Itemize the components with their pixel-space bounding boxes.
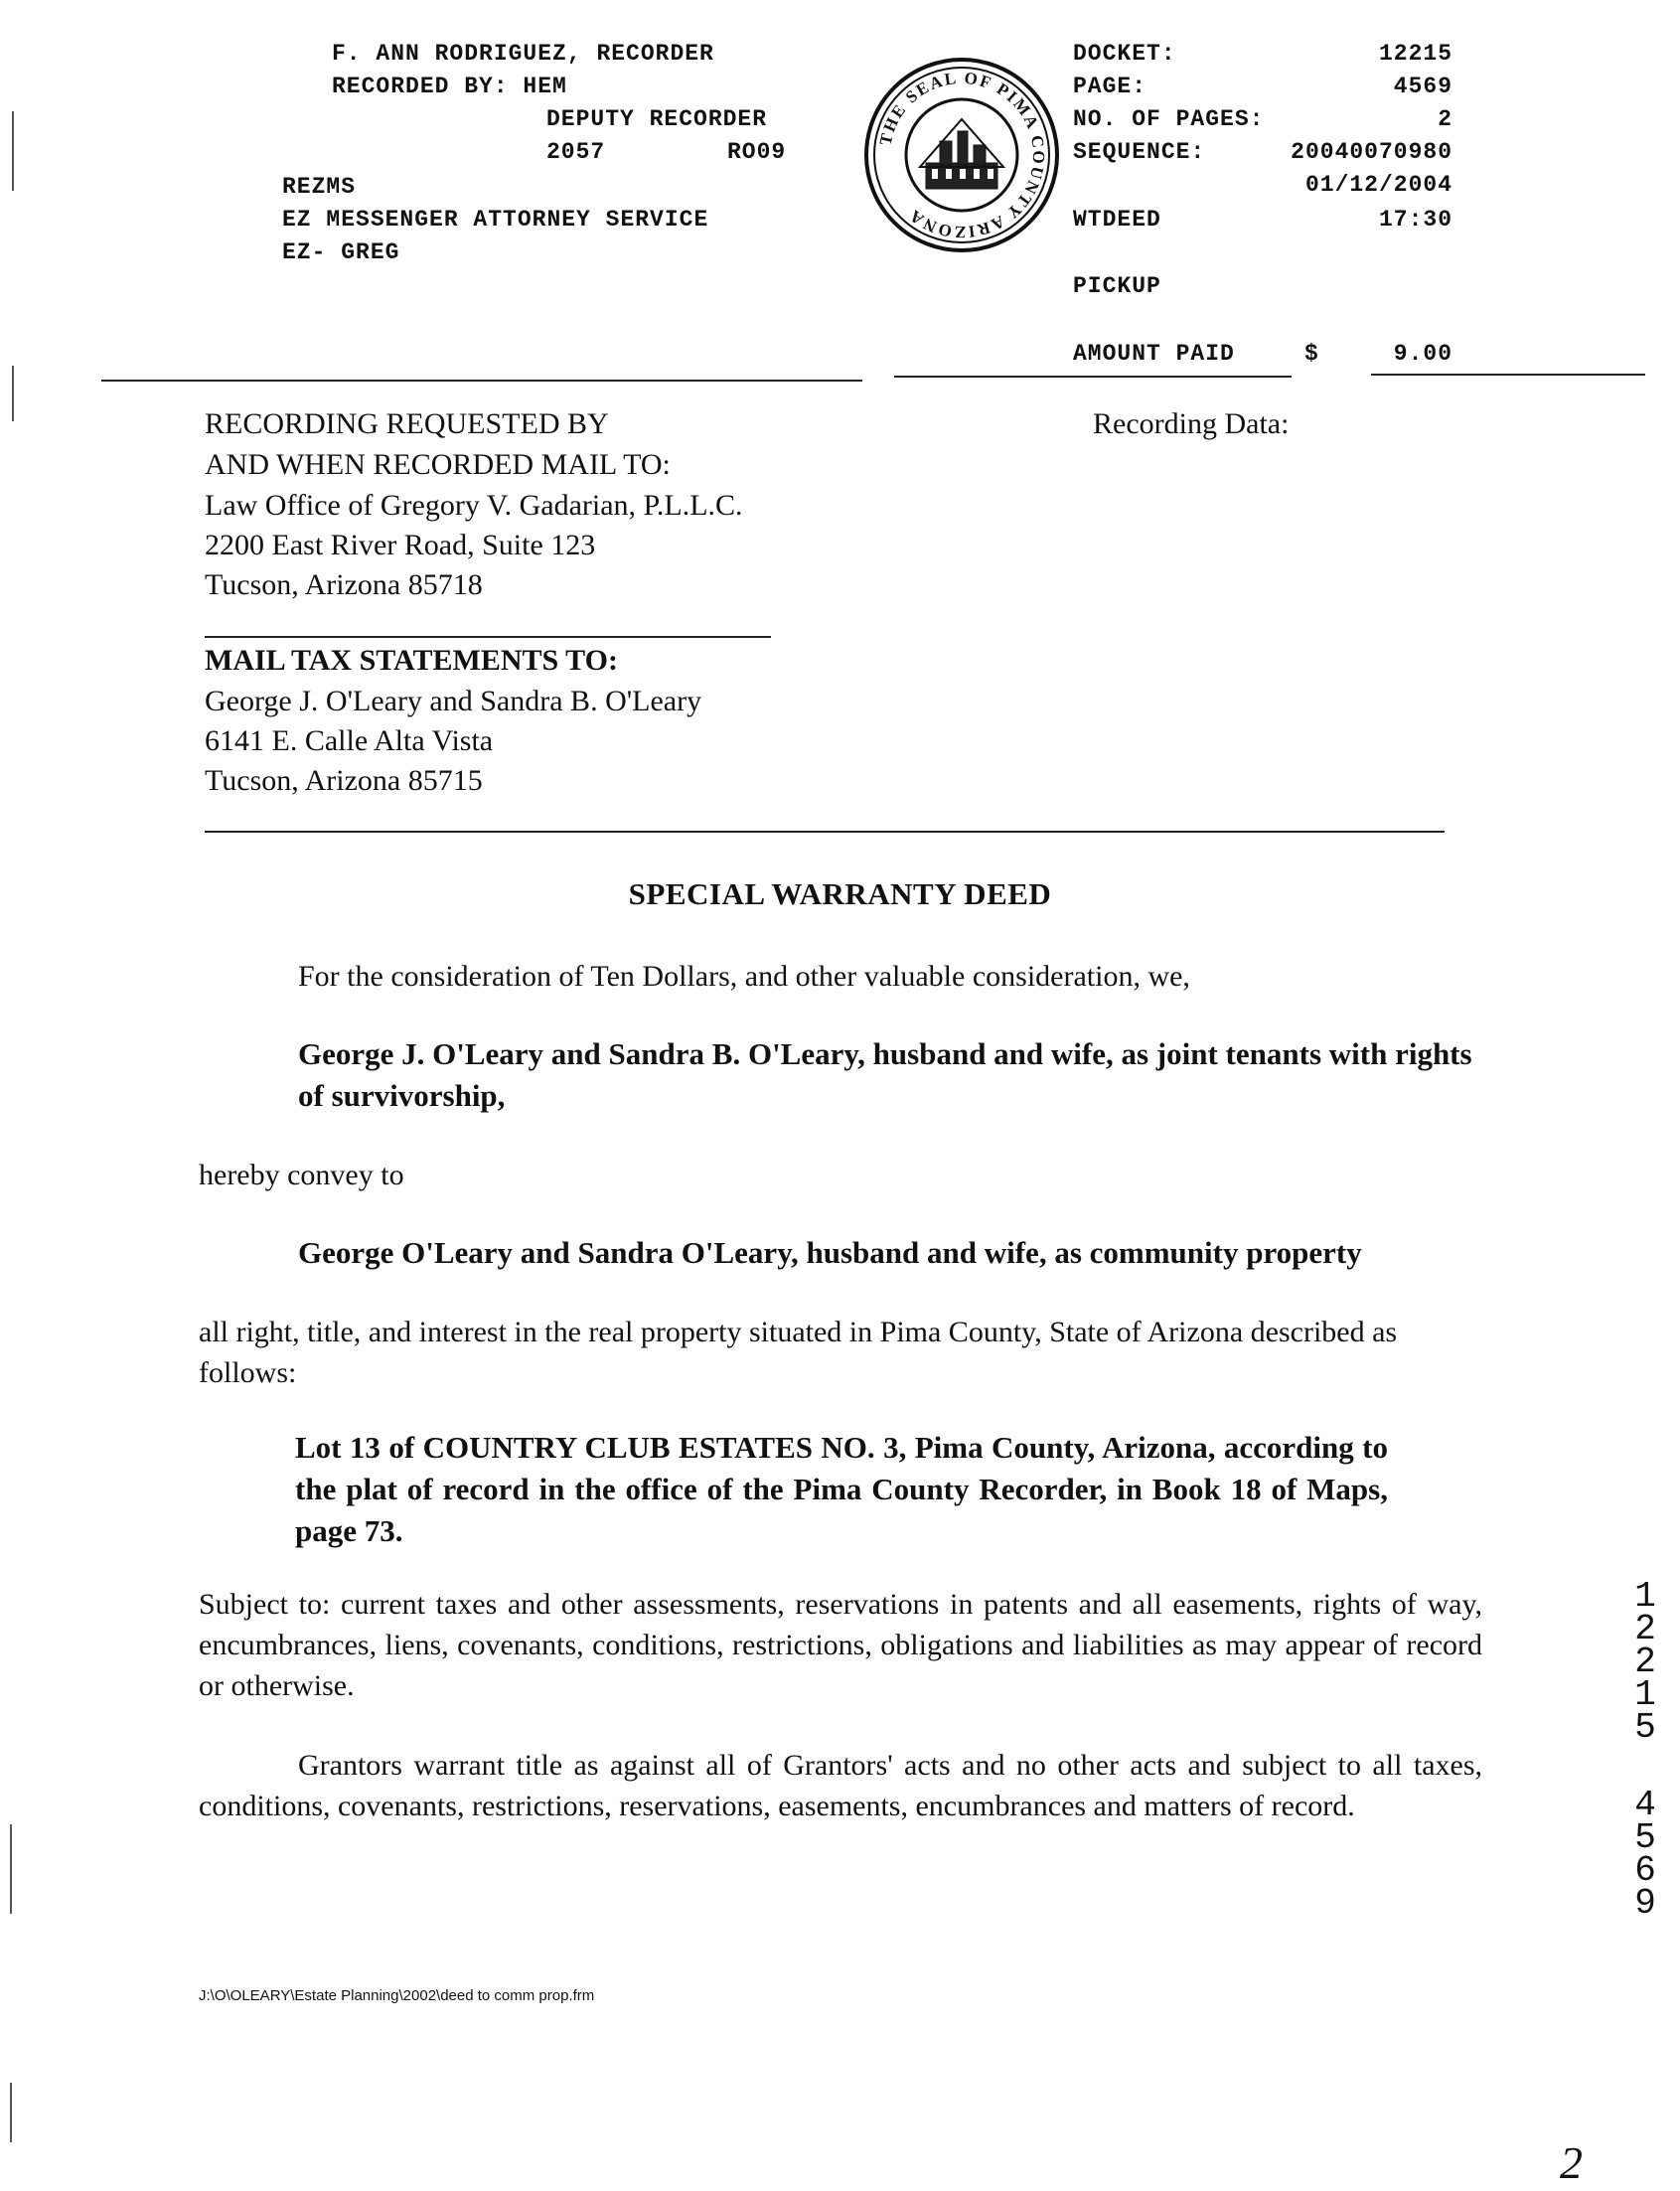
handwritten-page-mark: 2 [1560, 2137, 1583, 2188]
deputy-recorder: DEPUTY RECORDER [546, 106, 768, 132]
tax-owner-names: George J. O'Leary and Sandra B. O'Leary [205, 685, 702, 717]
recording-data-label: Recording Data: [1093, 407, 1290, 440]
header-divider-right [1371, 374, 1645, 376]
page-value: 4569 [1393, 74, 1452, 99]
side-docket-digit: 2 [1634, 1609, 1656, 1649]
messenger-service: EZ MESSENGER ATTORNEY SERVICE [282, 207, 709, 233]
requested-by-line: RECORDING REQUESTED BY [205, 407, 609, 440]
sequence-label: SEQUENCE: [1073, 139, 1206, 165]
recorder-code-c: REZMS [282, 174, 357, 200]
mail-to-line: AND WHEN RECORDED MAIL TO: [205, 448, 671, 481]
record-time: 17:30 [1378, 207, 1452, 233]
law-office-name: Law Office of Gregory V. Gadarian, P.L.L.C. [205, 489, 743, 522]
recorder-code-b: RO09 [727, 139, 787, 165]
pages-label: NO. OF PAGES: [1073, 106, 1265, 132]
tax-block-divider [205, 831, 1445, 833]
header-divider-mid [894, 376, 1292, 378]
page-label: PAGE: [1073, 74, 1147, 99]
grantors-paragraph: George J. O'Leary and Sandra B. O'Leary, husband and wife, as joint tenants with rights of survivorship, [298, 1036, 1472, 1113]
tax-owner-street: 6141 E. Calle Alta Vista [205, 724, 494, 757]
side-docket-digit: 1 [1634, 1576, 1656, 1617]
tax-owner-city: Tucson, Arizona 85715 [205, 764, 483, 797]
docket-value: 12215 [1378, 41, 1452, 67]
return-block-divider [205, 636, 771, 638]
grantees-paragraph: George O'Leary and Sandra O'Leary, husband and wife, as community property [298, 1235, 1362, 1270]
amount-paid-value: 9.00 [1393, 341, 1452, 367]
document-file-path: J:\O\OLEARY\Estate Planning\2002\deed to comm prop.frm [199, 1987, 595, 2004]
side-page-digit: 5 [1634, 1817, 1656, 1858]
scan-edge-mark [12, 111, 14, 191]
amount-paid-label: AMOUNT PAID [1073, 341, 1235, 367]
sequence-value: 20040070980 [1291, 139, 1452, 165]
side-docket-digit: 5 [1634, 1707, 1656, 1748]
property-intro-paragraph: all right, title, and interest in the real property situated in Pima County, State of Arizona described as follows: [199, 1316, 1398, 1389]
law-office-city: Tucson, Arizona 85718 [205, 568, 483, 601]
scan-edge-mark [12, 366, 14, 421]
side-page-digit: 4 [1634, 1785, 1656, 1825]
seal-ring-text: THE SEAL OF PIMA COUNTY ARIZONA [875, 68, 1049, 242]
recorder-code-a: 2057 [546, 139, 606, 165]
convey-line: hereby convey to [199, 1159, 404, 1191]
scan-edge-mark [10, 1824, 12, 1914]
document-type: WTDEED [1073, 207, 1161, 233]
docket-label: DOCKET: [1073, 41, 1176, 67]
subject-to-paragraph: Subject to: current taxes and other assessments, reservations in patents and all easements, rights of way, encumbrances, liens, covenants, conditions, restrictions, obligations and liabilities as may appear of record or otherwise. [199, 1588, 1482, 1702]
recorder-name: F. ANN RODRIGUEZ, RECORDER [332, 41, 714, 67]
side-page-digit: 6 [1634, 1850, 1656, 1891]
consideration-paragraph: For the consideration of Ten Dollars, and other valuable consideration, we, [298, 960, 1190, 993]
legal-description: Lot 13 of COUNTRY CLUB ESTATES NO. 3, Pima County, Arizona, according to the plat of record in the office of the Pima County Recorder, in Book 18 of Maps, page 73. [295, 1430, 1388, 1548]
deed-title: SPECIAL WARRANTY DEED [628, 876, 1052, 911]
pages-value: 2 [1438, 106, 1452, 132]
law-office-street: 2200 East River Road, Suite 123 [205, 529, 596, 561]
scan-edge-mark [10, 2083, 12, 2142]
header-divider-left [101, 380, 862, 382]
side-docket-digit: 2 [1634, 1642, 1656, 1682]
side-page-digit: 9 [1634, 1883, 1656, 1924]
messenger-agent: EZ- GREG [282, 239, 400, 265]
warranty-paragraph: Grantors warrant title as against all of Grantors' acts and no other acts and subject to all taxes, conditions, covenants, restrictions, reservations, easements, encumbrances and matters of record. [199, 1749, 1482, 1822]
tax-statements-heading: MAIL TAX STATEMENTS TO: [205, 644, 618, 677]
side-docket-digit: 1 [1634, 1674, 1656, 1715]
county-seal-image [862, 56, 1061, 254]
currency-symbol: $ [1304, 341, 1319, 367]
recorded-by: RECORDED BY: HEM [332, 74, 567, 99]
pickup-label: PICKUP [1073, 273, 1161, 299]
record-date: 01/12/2004 [1304, 172, 1452, 198]
